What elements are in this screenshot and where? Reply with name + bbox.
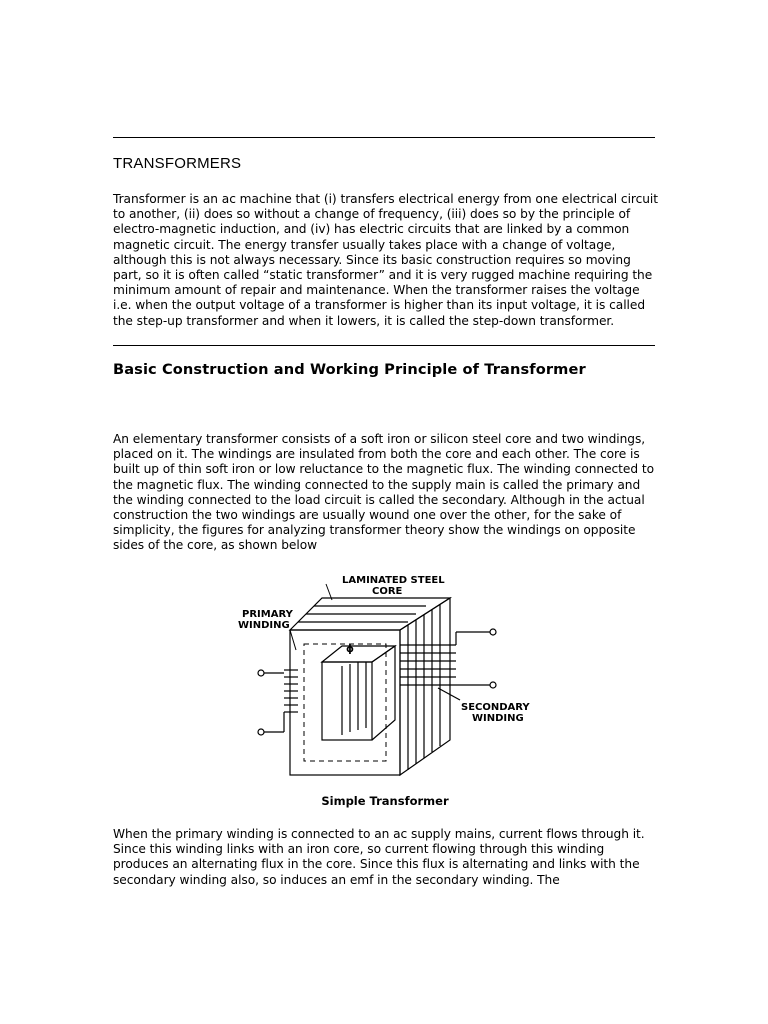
working-paragraph: When the primary winding is connected to an ac supply mains, current flows through it. Since this winding links with an iron core, so current flowing through this winding produces an alternating flux in the core. Since this flux is alternating and links with the secondary winding also, so induces an emf in the secondary winding. The: [113, 827, 645, 887]
primary-winding: [258, 670, 298, 735]
secondary-label-line2: WINDING: [472, 713, 524, 724]
core-label-line1: LAMINATED STEEL: [342, 575, 445, 586]
construction-paragraph: An elementary transformer consists of a soft iron or silicon steel core and two windings, placed on it. The windings are insulated from both the core and each other. The core is built up of thin soft iron or low reluctance to the magnetic flux. The winding connected to the magnetic flux. The winding connected to the supply main is called the primary and the winding connected to the load circuit is called the secondary. Although in the actual construction the two windings are usually wound one over the other, for the sake of simplicity, the figures for analyzing transformer theory show the windings on opposite sides of the core, as shown below: [113, 432, 655, 553]
secondary-winding: [400, 629, 496, 700]
core-label-line2: CORE: [372, 586, 403, 597]
section-title: TRANSFORMERS: [113, 155, 242, 172]
transformer-figure: [238, 570, 540, 785]
section-divider: [113, 345, 655, 346]
subheading: Basic Construction and Working Principle of Transformer: [113, 361, 586, 378]
transformer-diagram: [238, 570, 540, 785]
primary-label-line2: WINDING: [238, 620, 290, 631]
figure-caption: Simple Transformer: [321, 794, 449, 808]
primary-label-line1: PRIMARY: [242, 609, 293, 620]
secondary-label-line1: SECONDARY: [461, 702, 530, 713]
flux-symbol: ϕ: [346, 644, 354, 655]
intro-paragraph: Transformer is an ac machine that (i) transfers electrical energy from one electrical circuit to another, (ii) does so without a change of frequency, (iii) does so by the principle of electro-magnetic induction, and (iv) has electric circuits that are linked by a common magnetic circuit. The energy transfer usually takes place with a change of voltage, although this is not always necessary. Since its basic construction requires so moving part, so it is often called “static transformer” and it is very rugged machine requiring the minimum amount of repair and maintenance. When the transformer raises the voltage i.e. when the output voltage of a transformer is higher than its input voltage, it is called the step-up transformer and when it lowers, it is called the step-down transformer.: [113, 192, 658, 328]
top-divider: [113, 137, 655, 138]
laminated-core: [290, 598, 450, 775]
